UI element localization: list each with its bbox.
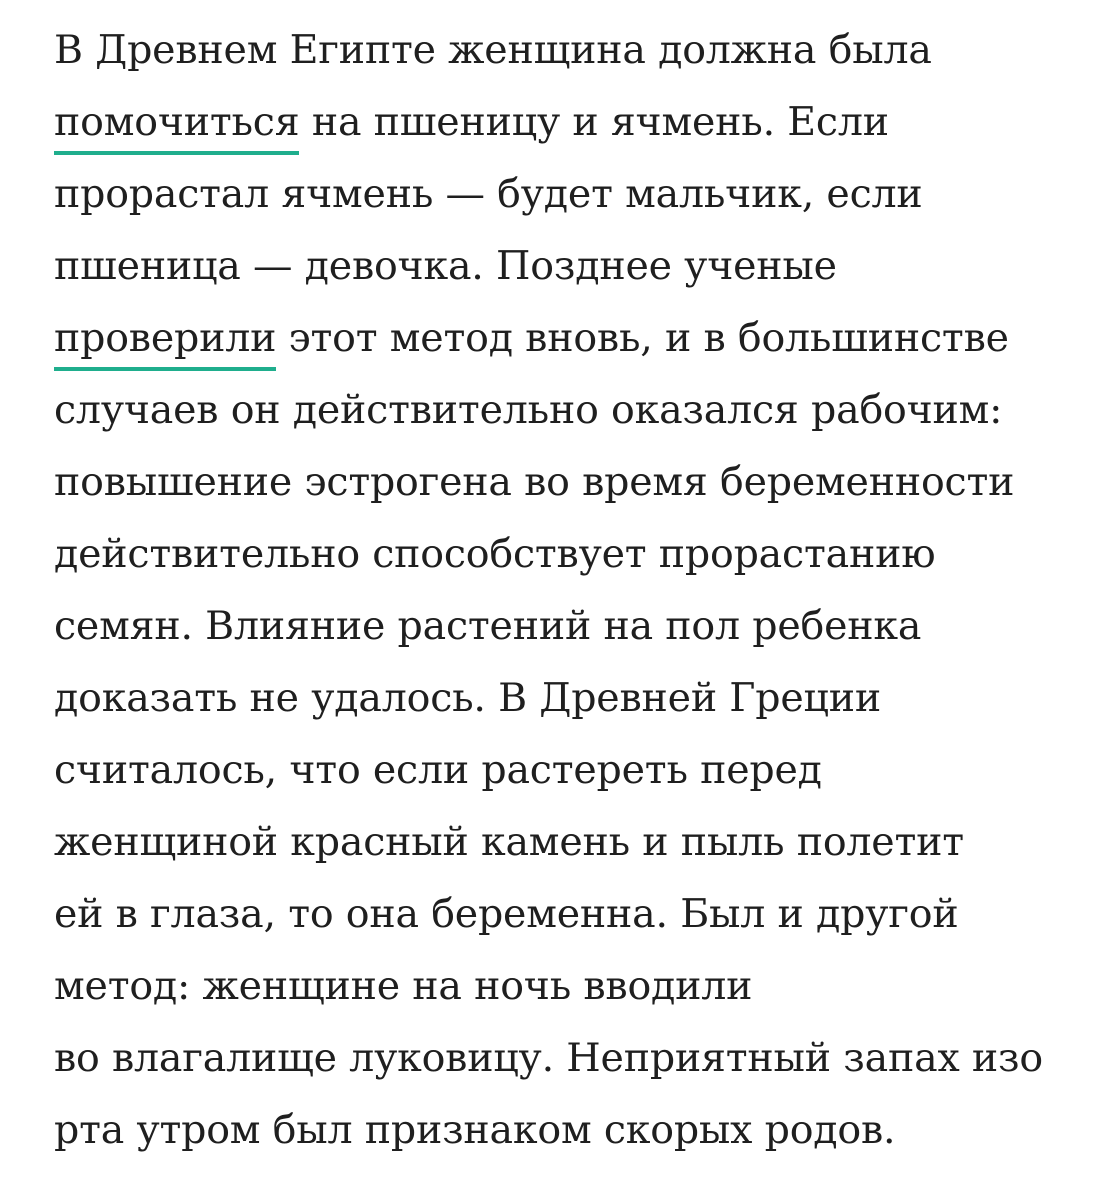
text-line (54, 86, 1094, 158)
text-line: ей в глаза, то она беременна. Был и другой (54, 891, 959, 937)
text-line: доказать не удалось. В Древней Греции (54, 675, 881, 721)
text-line: повышение эстрогена во время беременности (54, 459, 1015, 505)
text-line (54, 302, 1094, 374)
text-line: пшеница — девочка. Позднее ученые (54, 243, 837, 289)
link-proverili[interactable]: проверили (54, 315, 276, 371)
text-line: метод: женщине на ночь вводили (54, 963, 753, 1009)
text-line: В Древнем Египте женщина должна была (54, 27, 932, 73)
text-fragment: на пшеницу и ячмень. Если (299, 99, 889, 145)
text-line: во влагалище луковицу. Неприятный запах изо (54, 1035, 1043, 1081)
text-line: действительно способствует прорастанию (54, 531, 936, 577)
text-line: считалось, что если растереть перед (54, 747, 822, 793)
text-fragment: этот метод вновь, и в большинстве (276, 315, 1009, 361)
link-pomochitsya[interactable]: помочиться (54, 99, 299, 155)
text-line: прорастал ячмень — будет мальчик, если (54, 171, 923, 217)
text-line: семян. Влияние растений на пол ребенка (54, 603, 922, 649)
text-line: рта утром был признаком скорых родов. (54, 1107, 896, 1153)
text-line: случаев он действительно оказался рабочим: (54, 387, 1003, 433)
article-body (54, 14, 1094, 1166)
text-line: женщиной красный камень и пыль полетит (54, 819, 964, 865)
